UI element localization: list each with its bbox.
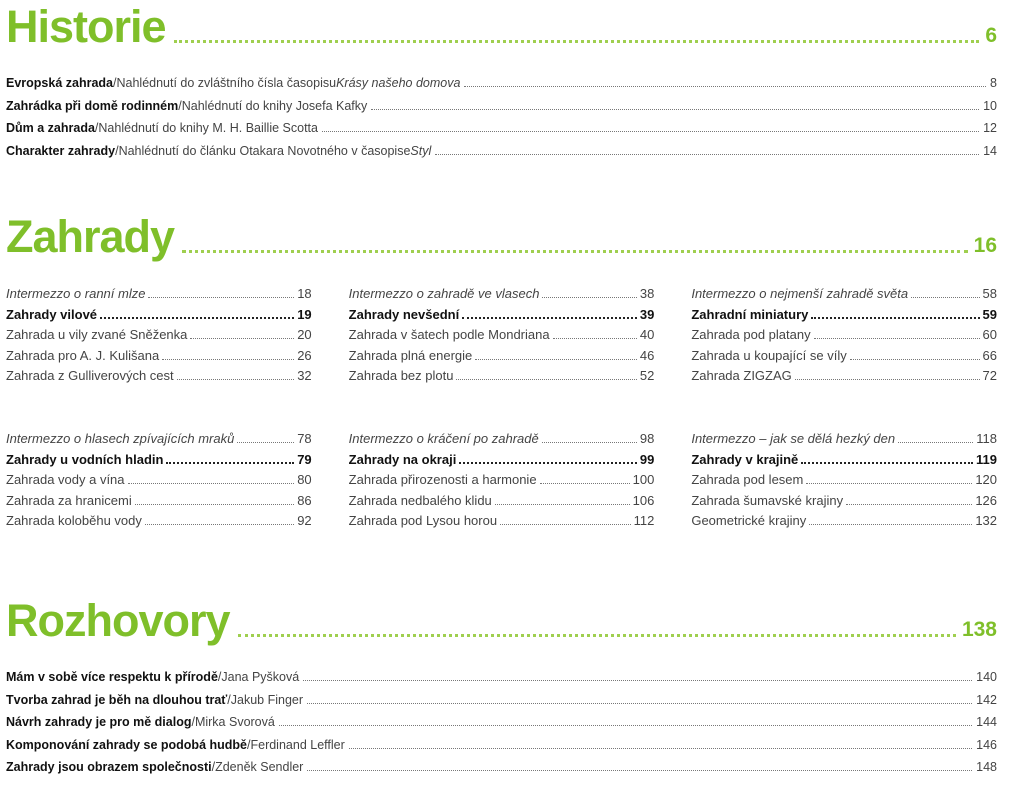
entry-description: Zdeněk Sendler [215, 760, 304, 774]
toc-column [6, 284, 312, 387]
entry-page-number: 112 [633, 513, 655, 528]
garden-entry [349, 491, 655, 512]
entry-title: Zahrada u vily zvané Sněženka [6, 327, 188, 342]
leader-dots [166, 462, 294, 464]
entry-title: Zahrady v krajině [691, 451, 799, 467]
leader-dots [801, 462, 973, 464]
toc-column [691, 429, 997, 532]
entry-page-number: 20 [297, 327, 312, 342]
toc-entry [6, 72, 997, 95]
entry-page-number: 99 [639, 451, 655, 467]
section-historie [6, 0, 997, 162]
entry-page-number: 78 [297, 431, 312, 446]
entry-page-number: 100 [632, 472, 655, 487]
section-title: Historie [6, 1, 166, 52]
intermezzo-entry [6, 429, 312, 450]
entry-title: Tvorba zahrad je běh na dlouhou trať [6, 692, 228, 707]
chapter-entry [6, 305, 312, 326]
leader-dots [911, 297, 979, 298]
entry-page-number: 132 [975, 513, 998, 528]
leader-dots [349, 748, 972, 749]
entry-title: Zahrady jsou obrazem společnosti [6, 760, 212, 774]
entry-description: Nahlédnutí do knihy Josefa Kafky [181, 98, 368, 113]
entry-title: Zahrada přirozenosti a harmonie [348, 472, 537, 487]
entry-title: Zahrada z Gulliverových cest [6, 368, 174, 383]
entry-page-number: 66 [982, 347, 998, 363]
entry-separator: / [191, 715, 195, 729]
entry-separator: / [211, 760, 216, 774]
entry-title: Zahrada pod platany [691, 327, 811, 342]
leader-dots [371, 109, 979, 110]
section-page-number: 138 [961, 618, 997, 641]
garden-entry [349, 366, 655, 387]
leader-dots [475, 359, 637, 360]
entry-title: Zahrada za hranicemi [6, 492, 132, 508]
garden-entry [349, 325, 655, 346]
entry-page-number: 8 [990, 76, 997, 90]
garden-entry [349, 346, 655, 367]
entry-page-number: 92 [297, 513, 312, 528]
leader-dots [456, 379, 636, 380]
toc-entry [6, 711, 997, 734]
garden-entry [691, 470, 997, 491]
leader-dots [464, 86, 986, 87]
entry-title: Intermezzo o kráčení po zahradě [348, 431, 539, 446]
entry-page-number: 12 [983, 121, 997, 135]
entry-separator: / [178, 98, 182, 113]
entry-title: Zahrady nevšední [348, 306, 460, 322]
entry-title: Zahrádka při domě rodinném [6, 98, 179, 113]
leader-dots [846, 504, 972, 505]
leader-dots [190, 338, 294, 339]
section-page-number: 16 [973, 234, 997, 257]
entry-page-number: 144 [976, 715, 997, 729]
section-zahrady [6, 210, 997, 260]
leader-dots [100, 317, 294, 319]
garden-entry [691, 346, 997, 367]
leader-dots [495, 504, 630, 505]
section-header [6, 0, 997, 50]
garden-entry [691, 366, 997, 387]
entry-page-number: 60 [982, 327, 998, 342]
entry-title: Zahrada bez plotu [348, 368, 454, 383]
entry-title: Mám v sobě více respektu k přírodě [6, 670, 218, 684]
entry-title: Zahrady na okraji [348, 451, 457, 467]
intermezzo-entry [691, 429, 997, 450]
entry-separator: / [94, 121, 99, 135]
leader-dots [322, 131, 979, 132]
leader-dots [177, 379, 295, 380]
entry-page-number: 126 [975, 492, 998, 508]
leader-dots [174, 40, 980, 43]
entry-title: Zahradní miniatury [691, 306, 809, 322]
toc-column [691, 284, 997, 387]
entry-title: Intermezzo – jak se dělá hezký den [691, 431, 896, 446]
entry-title: Zahrada ZIGZAG [691, 368, 792, 383]
entry-description: Ferdinand Leffler [250, 737, 345, 752]
toc-entry [6, 689, 997, 712]
leader-dots [806, 483, 972, 484]
leader-dots [162, 359, 294, 360]
entry-italic-title: Krásy našeho domova [336, 76, 461, 90]
entry-description: Mirka Svorová [194, 715, 275, 729]
leader-dots [307, 703, 972, 704]
leader-dots [279, 725, 972, 726]
garden-entry [6, 511, 312, 532]
section-rozhovory [6, 594, 997, 779]
leader-dots [435, 154, 979, 155]
garden-entry [691, 325, 997, 346]
leader-dots [238, 634, 956, 637]
leader-dots [553, 338, 637, 339]
chapter-entry [691, 305, 997, 326]
leader-dots [850, 359, 980, 360]
section-title: Zahrady [6, 211, 175, 262]
leader-dots [307, 770, 972, 771]
entry-title: Intermezzo o zahradě ve vlasech [348, 286, 540, 301]
entry-description: Nahlédnutí do zvláštního čísla časopisu [116, 76, 337, 90]
leader-dots [459, 462, 637, 464]
entry-description: Jana Pyšková [221, 670, 300, 684]
entry-title: Zahrady u vodních hladin [6, 451, 164, 467]
entry-title: Návrh zahrady je pro mě dialog [6, 715, 192, 729]
toc-grid-row-1 [6, 284, 997, 387]
entry-page-number: 58 [982, 286, 998, 301]
entry-page-number: 40 [639, 327, 655, 342]
garden-entry [6, 325, 312, 346]
entry-title: Zahrada šumavské krajiny [691, 492, 844, 508]
toc-entry [6, 756, 997, 779]
entry-description: Nahlédnutí do článku Otakara Novotného v časopise [118, 143, 411, 158]
entry-description: Nahlédnutí do knihy M. H. Baillie Scotta [98, 121, 318, 135]
intermezzo-entry [349, 429, 655, 450]
entry-title: Zahrada nedbalého klidu [348, 492, 492, 508]
chapter-entry [349, 305, 655, 326]
leader-dots [542, 442, 637, 443]
leader-dots [145, 524, 294, 525]
entry-title: Intermezzo o hlasech zpívajících mraků [6, 431, 235, 446]
entry-page-number: 14 [983, 143, 997, 158]
entry-page-number: 119 [976, 451, 998, 467]
entry-page-number: 26 [297, 347, 312, 363]
toc-grid-row-2 [6, 429, 997, 532]
entry-italic-title: Styl [410, 143, 432, 158]
leader-dots [237, 442, 294, 443]
leader-dots [814, 338, 980, 339]
intermezzo-entry [6, 284, 312, 305]
entry-page-number: 52 [639, 368, 655, 383]
chapter-entry [349, 450, 655, 471]
entry-title: Zahrady vilové [6, 306, 98, 322]
section-title: Rozhovory [6, 595, 230, 646]
entry-page-number: 46 [639, 347, 655, 363]
leader-dots [128, 483, 295, 484]
leader-dots [135, 504, 294, 505]
entry-page-number: 80 [297, 472, 312, 487]
intermezzo-entry [349, 284, 655, 305]
entry-title: Zahrada u koupající se víly [691, 347, 847, 363]
toc-column [6, 429, 312, 532]
entry-separator: / [227, 692, 231, 707]
toc-list [6, 666, 997, 779]
entry-page-number: 120 [975, 472, 998, 487]
entry-title: Intermezzo o nejmenší zahradě světa [691, 286, 909, 301]
garden-entry [691, 511, 997, 532]
leader-dots [542, 297, 636, 298]
entry-page-number: 106 [632, 492, 655, 508]
chapter-entry [6, 450, 312, 471]
entry-page-number: 79 [297, 451, 312, 467]
entry-page-number: 59 [982, 306, 998, 322]
entry-title: Evropská zahrada [6, 76, 113, 90]
entry-title: Komponování zahrady se podobá hudbě [6, 737, 247, 752]
entry-page-number: 72 [982, 368, 998, 383]
entry-title: Zahrada v šatech podle Mondriana [348, 327, 550, 342]
garden-entry [6, 346, 312, 367]
leader-dots [795, 379, 980, 380]
entry-separator: / [247, 737, 251, 752]
entry-page-number: 86 [297, 492, 312, 508]
intermezzo-entry [691, 284, 997, 305]
leader-dots [500, 524, 631, 525]
leader-dots [148, 297, 294, 298]
entry-page-number: 10 [983, 98, 997, 113]
chapter-entry [691, 450, 997, 471]
leader-dots [809, 524, 972, 525]
entry-page-number: 118 [976, 431, 998, 446]
leader-dots [540, 483, 630, 484]
entry-page-number: 19 [297, 306, 312, 322]
garden-entry [349, 511, 655, 532]
entry-page-number: 18 [297, 286, 312, 301]
garden-entry [691, 491, 997, 512]
garden-entry [6, 366, 312, 387]
entry-page-number: 38 [639, 286, 655, 301]
garden-entry [6, 491, 312, 512]
entry-page-number: 140 [976, 670, 997, 684]
entry-page-number: 98 [639, 431, 655, 446]
entry-title: Zahrada pro A. J. Kulišana [6, 347, 160, 363]
toc-list [6, 72, 997, 162]
entry-page-number: 39 [639, 306, 655, 322]
entry-page-number: 142 [976, 692, 997, 707]
leader-dots [811, 317, 979, 319]
entry-title: Zahrada vody a vína [6, 472, 125, 487]
toc-entry [6, 734, 997, 757]
entry-separator: / [115, 143, 119, 158]
entry-page-number: 146 [976, 737, 997, 752]
toc-entry [6, 95, 997, 118]
toc-entry [6, 666, 997, 689]
leader-dots [303, 680, 972, 681]
toc-entry [6, 140, 997, 163]
leader-dots [462, 317, 637, 319]
entry-title: Geometrické krajiny [691, 513, 807, 528]
toc-column [349, 429, 655, 532]
leader-dots [898, 442, 973, 443]
garden-entry [349, 470, 655, 491]
entry-description: Jakub Finger [230, 692, 304, 707]
toc-entry [6, 117, 997, 140]
entry-title: Zahrada plná energie [348, 347, 473, 363]
section-page-number: 6 [985, 24, 997, 47]
entry-separator: / [113, 76, 117, 90]
entry-separator: / [217, 670, 222, 684]
section-header [6, 594, 997, 644]
entry-title: Zahrada koloběhu vody [6, 513, 142, 528]
garden-entry [6, 470, 312, 491]
entry-title: Dům a zahrada [6, 121, 95, 135]
section-header [6, 210, 997, 260]
entry-title: Intermezzo o ranní mlze [6, 286, 146, 301]
entry-title: Zahrada pod Lysou horou [348, 513, 498, 528]
entry-title: Zahrada pod lesem [691, 472, 804, 487]
entry-page-number: 148 [976, 760, 997, 774]
toc-column [349, 284, 655, 387]
entry-title: Charakter zahrady [6, 143, 116, 158]
entry-page-number: 32 [297, 368, 312, 383]
leader-dots [182, 250, 968, 253]
